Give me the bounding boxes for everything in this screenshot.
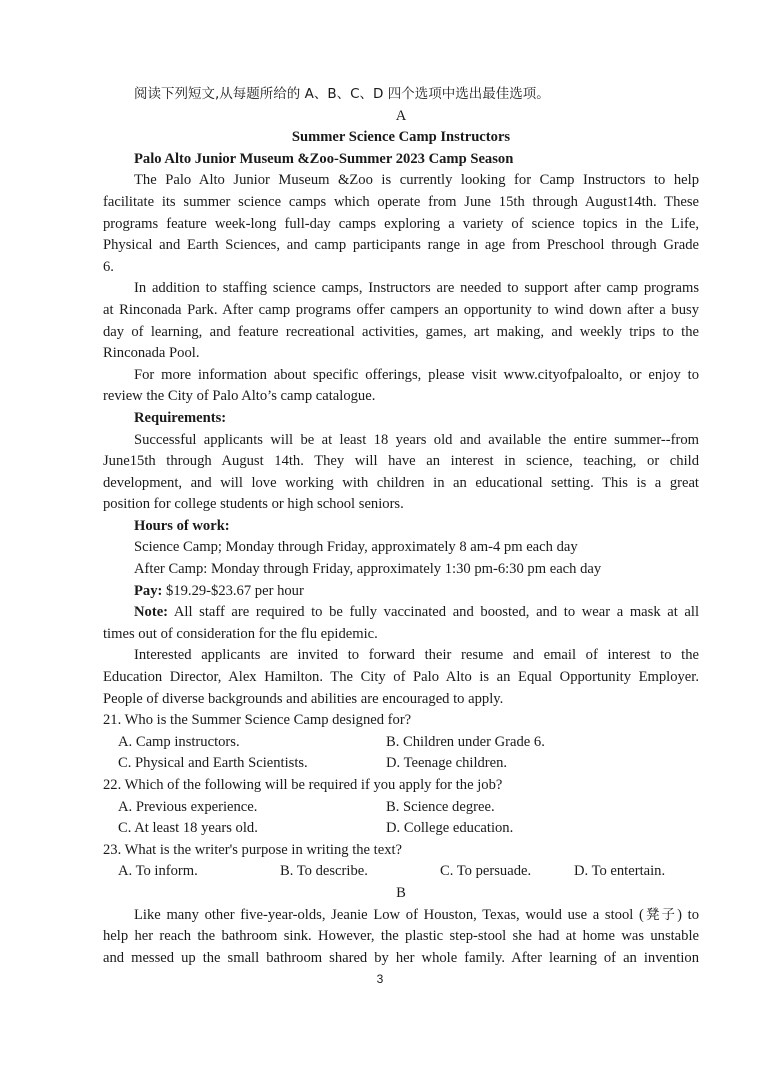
question-stem: 23. What is the writer's purpose in writing the text? — [103, 841, 403, 858]
paragraph-line: development, and will love working with children in an educational setting. This is a great — [103, 474, 699, 491]
paragraph-line: Education Director, Alex Hamilton. The City of Palo Alto is an Equal Opportunity Employer. — [103, 669, 699, 686]
paragraph-line: day of learning, and feature recreational activities, games, art making, and weekly trips to the — [103, 323, 699, 340]
question-23 — [103, 840, 699, 883]
document-page — [103, 84, 699, 969]
option-a: A. Camp instructors. — [118, 733, 240, 750]
passage-title: Summer Science Camp Instructors — [291, 129, 511, 146]
paragraph-line: Interested applicants are invited to forward their resume and email of interest to the — [134, 647, 699, 664]
paragraph-line: and messed up the small bathroom shared by her whole family. After learning of an invention — [103, 949, 699, 966]
question-22 — [103, 775, 699, 840]
paragraph-line: In addition to staffing science camps, Instructors are needed to support after camp programs — [134, 280, 699, 297]
hours-science-camp: Science Camp; Monday through Friday, approximately 8 am-4 pm each day — [134, 539, 578, 556]
option-b: B. Children under Grade 6. — [386, 733, 545, 750]
passage-a-label: A — [395, 107, 407, 124]
option-b: B. To describe. — [280, 863, 368, 880]
question-stem: 21. Who is the Summer Science Camp designed for? — [103, 712, 412, 729]
paragraph-line: Physical and Earth Sciences, and camp participants range in age from Preschool through Grade — [103, 237, 699, 254]
paragraph-line: review the City of Palo Alto’s camp catalogue. — [103, 388, 376, 405]
option-c: C. Physical and Earth Scientists. — [118, 755, 308, 772]
pay-line — [103, 581, 699, 603]
option-b: B. Science degree. — [386, 798, 495, 815]
paragraph-line: June15th through August 14th. They will have an interest in science, teaching, or child — [103, 453, 699, 470]
question-21 — [103, 710, 699, 775]
paragraph-line: The Palo Alto Junior Museum &Zoo is currently looking for Camp Instructors to help — [134, 172, 699, 189]
pay-value: $19.29-$23.67 per hour — [162, 582, 304, 599]
option-a: A. To inform. — [118, 863, 198, 880]
instruction: 阅读下列短文,从每题所给的 A、B、C、D 四个选项中选出最佳选项。 — [134, 86, 550, 102]
paragraph-line: position for college students or high school seniors. — [103, 496, 404, 513]
page-number: 3 — [376, 972, 384, 986]
option-a: A. Previous experience. — [118, 798, 258, 815]
note-line: times out of consideration for the flu epidemic. — [103, 625, 378, 642]
option-d: D. Teenage children. — [386, 755, 508, 772]
passage-b-label: B — [396, 884, 406, 901]
paragraph-1 — [103, 170, 699, 278]
paragraph-line: For more information about specific offerings, please visit www.cityofpaloalto, or enjoy to — [134, 366, 699, 383]
option-c: C. To persuade. — [440, 863, 532, 880]
question-stem: 22. Which of the following will be required if you apply for the job? — [103, 777, 503, 793]
note-label: Note: — [134, 604, 169, 621]
paragraph-3 — [103, 365, 699, 408]
hours-heading: Hours of work: — [134, 517, 230, 534]
passage-b-paragraph — [103, 905, 699, 970]
option-d: D. College education. — [386, 820, 514, 837]
note-line — [103, 602, 699, 624]
pay-label: Pay: — [134, 582, 163, 599]
option-d: D. To entertain. — [574, 863, 666, 880]
paragraph-line: People of diverse backgrounds and abilities are encouraged to apply. — [103, 690, 504, 707]
paragraph-line: help her reach the bathroom sink. However, the plastic step-stool she had at home was unstable — [103, 928, 699, 945]
requirements-heading: Requirements: — [134, 409, 227, 426]
option-c: C. At least 18 years old. — [118, 820, 258, 837]
paragraph-line: Rinconada Pool. — [103, 345, 200, 362]
hours-after-camp: After Camp: Monday through Friday, approximately 1:30 pm-6:30 pm each day — [134, 561, 602, 578]
paragraph-line: at Rinconada Park. After camp programs offer campers an opportunity to wind down after a busy — [103, 301, 699, 318]
passage-subtitle: Palo Alto Junior Museum &Zoo-Summer 2023 Camp Season — [134, 150, 514, 167]
paragraph-line: Successful applicants will be at least 18 years old and available the entire summer--from — [134, 431, 699, 448]
paragraph-line: programs feature week-long full-day camps exploring a variety of science topics in the Life, — [103, 215, 699, 232]
paragraph-line: facilitate its summer science camps which operate from June 15th through August14th. These — [103, 193, 699, 210]
paragraph-4 — [103, 430, 699, 516]
paragraph-line: 6. — [103, 258, 114, 275]
paragraph-2 — [103, 278, 699, 364]
paragraph-5 — [103, 645, 699, 710]
note-text: All staff are required to be fully vaccinated and boosted, and to wear a mask at all — [168, 604, 699, 621]
paragraph-line: Like many other five-year-olds, Jeanie Low of Houston, Texas, would use a stool (凳子) to — [134, 906, 699, 923]
